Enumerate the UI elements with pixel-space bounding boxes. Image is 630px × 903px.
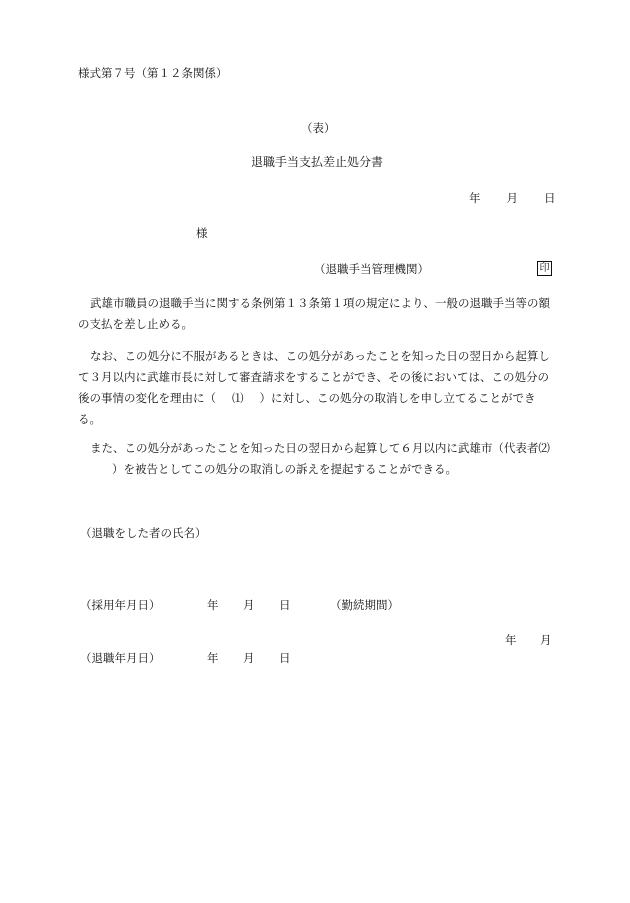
issue-date <box>469 190 556 206</box>
paragraph-2-text-a: なお、この処分に不服があるときは、この処分があったことを知った日の翌日から起算して３月以内に武雄市長に対して審査請求をすることができ、その後においては、この処分の後の事情の変化を理由に（ <box>78 349 550 405</box>
seal-mark <box>537 260 552 276</box>
issue-date-day: 日 <box>544 191 556 205</box>
retire-date-day-unit: 日 <box>279 651 291 665</box>
issuer-label: （退職手当管理機関） <box>314 262 429 276</box>
form-number: 様式第７号（第１２条関係） <box>78 66 228 80</box>
issue-date-month: 月 <box>506 191 518 205</box>
paragraph-1: 武雄市職員の退職手当に関する条例第１３条第１項の規定により、一般の退職手当等の額の支払を差し止める。 <box>78 296 550 331</box>
hire-date-year-unit: 年 <box>207 598 219 612</box>
document-title: 退職手当支払差止処分書 <box>251 155 384 169</box>
paragraph-2-text-b: ）に対し、この処分の取消しを申し立てることができる。 <box>78 391 536 426</box>
addressee-suffix: 様 <box>196 226 208 240</box>
page-side-label: （表） <box>301 121 336 135</box>
service-period-year-unit: 年 <box>505 633 517 647</box>
paragraph-3 <box>78 438 551 480</box>
service-period-label: （勤続期間） <box>330 598 399 612</box>
hire-date-day-unit: 日 <box>279 598 291 612</box>
issue-date-year: 年 <box>469 191 481 205</box>
hire-date-month-unit: 月 <box>243 598 255 612</box>
paragraph-3-text-b: ）を被告としてこの処分の取消しの訴えを提起することができる。 <box>112 462 457 476</box>
hire-date-label: （採用年月日） <box>80 598 161 612</box>
note-1: ⑴ <box>232 391 244 405</box>
seal-icon: 印 <box>537 261 552 276</box>
retiree-name-label: （退職をした者の氏名） <box>80 526 207 540</box>
paragraph-3-text-a: また、この処分があったことを知った日の翌日から起算して６月以内に武雄市（代表者 <box>90 441 539 455</box>
retire-date-year-unit: 年 <box>207 651 219 665</box>
service-period-month-unit: 月 <box>540 633 552 647</box>
note-2: ⑵ <box>538 441 550 455</box>
paragraph-2 <box>78 346 551 430</box>
retire-date-label: （退職年月日） <box>80 651 161 665</box>
retire-date-month-unit: 月 <box>243 651 255 665</box>
